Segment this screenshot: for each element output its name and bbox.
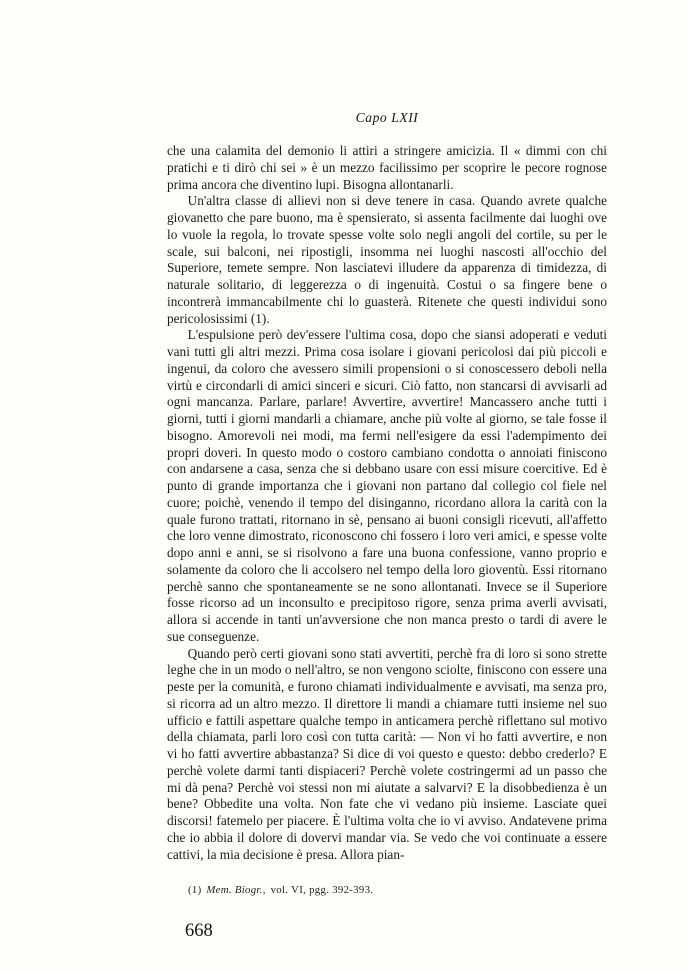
body-text <box>167 143 607 863</box>
text-column <box>167 0 607 942</box>
footnote-source: Mem. Biogr., <box>206 884 266 897</box>
body-paragraph: L'espulsione però dev'essere l'ultima cosa, dopo che siansi adoperati e veduti vani tutti gli altri mezzi. Prima cosa isolare i giovani pericolosi dai più piccoli e ingenui, da coloro che avessero simili propensioni o si conoscessero deboli nella virtù e circondarli di amici sinceri e sicuri. Ciò fatto, non stancarsi di avvisarli ad ogni mancanza. Parlare, parlare! Avvertire, avvertire! Mancassero anche tutti i giorni, tutti i giorni mandarli a chiamare, anche più volte al giorno, se tale fosse il bisogno. Amorevoli nei modi, ma fermi nell'esigere da essi l'adempimento dei propri doveri. In questo modo o costoro cambiano condotta o annoiati finiscono con andarsene a casa, senza che si debbano usare con essi misure coercitive. Ed è punto di grande importanza che i giovani non partano dal collegio col fiele nel cuore; poichè, venendo il tempo del disinganno, ricordano allora la carità con la quale furono trattati, ritornano in sè, pensano ai buoni consigli ricevuti, all'affetto che loro venne dimostrato, riconoscono chi fossero i loro veri amici, e spesse volte dopo anni e anni, se si risolvono a fare una buona confessione, vanno proprio e solamente da coloro che li accolsero nel tempo della loro gioventù. Essi ritornano perchè sanno che spontaneamente se ne sono allontanati. Invece se il Superiore fosse ricorso ad un inconsulto e precipitoso rigore, senza prima averli avvisati, allora si accende in tanti un'avversione che non manca presto o tardi di avere le sue conseguenze. <box>167 327 607 644</box>
footnote <box>188 884 607 897</box>
page-number: 668 <box>185 921 213 942</box>
footnote-detail: vol. VI, pgg. 392-393. <box>270 884 374 897</box>
body-paragraph: Un'altra classe di allievi non si deve tenere in casa. Quando avrete qualche giovanetto che pare buono, ma è spensierato, si assenta facilmente dai luoghi ove lo vuole la regola, lo trovate spesse volte solo negli angoli del cortile, su per le scale, sui balconi, nei ripostigli, insomma nei luoghi nascosti all'occhio del Superiore, temete sempre. Non lasciatevi illudere da apparenza di timidezza, di naturale solitario, di leggerezza o di ingenuità. Costui o sa fingere bene o incontrerà immancabilmente chi lo guasterà. Ritenete che questi individui sono pericolosissimi (1). <box>167 193 607 326</box>
chapter-header: Capo LXII <box>355 110 419 125</box>
footnote-marker: (1) <box>188 884 202 897</box>
body-paragraph: Quando però certi giovani sono stati avvertiti, perchè fra di loro si sono strette leghe che in un modo o nell'altro, se non vengono sciolte, finiscono con essere una peste per la comunità, e furono chiamati individualmente e avvisati, ma senza pro, si ricorra ad un altro mezzo. Il direttore li mandi a chiamare tutti insieme nel suo ufficio e fattili aspettare qualche tempo in anticamera perchè riflettano sul motivo della chiamata, parli loro così con tutta carità: — Non vi ho fatti avvertire, e non vi ho fatti avvertire abbastanza? Si dice di voi questo e questo: debbo crederlo? E perchè volete darmi tanti dispiaceri? Perchè volete costringermi ad un passo che mi dà pena? Perchè voi stessi non mi aiutate a salvarvi? E la disobbedienza è un bene? Obbedite una volta. Non fate che vi vedano più insieme. Lasciate quei discorsi! fatemelo per piacere. È l'ultima volta che io vi avviso. Andatevene prima che io abbia il dolore di dovervi mandar via. Se vedo che voi continuate a essere cattivi, la mia decisione è presa. Allora pian- <box>167 645 607 862</box>
body-paragraph: che una calamita del demonio li attiri a stringere amicizia. Il « dimmi con chi pratichi e ti dirò chi sei » è un mezzo facilissimo per scoprire le pecore rognose prima ancora che diventino lupi. Bisogna allontanarli. <box>167 143 607 192</box>
